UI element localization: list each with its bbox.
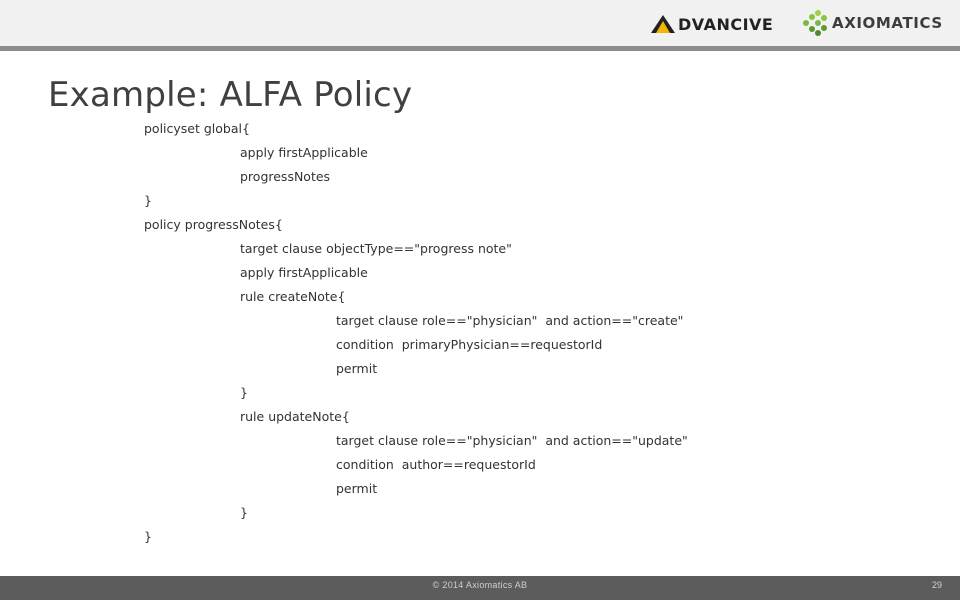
- advancive-wordmark: DVANCIVE: [678, 14, 774, 34]
- code-line: apply firstApplicable: [240, 265, 368, 280]
- code-line: condition author==requestorId: [336, 457, 536, 472]
- code-line: }: [144, 529, 152, 544]
- code-line: rule createNote{: [240, 289, 346, 304]
- code-line: }: [240, 505, 248, 520]
- advancive-logo: [650, 12, 773, 36]
- code-block: [144, 117, 904, 549]
- code-line: apply firstApplicable: [240, 145, 368, 160]
- code-line: policyset global{: [144, 121, 250, 136]
- axiomatics-logo-icon: [800, 9, 828, 37]
- code-line: permit: [336, 361, 378, 376]
- code-line: }: [240, 385, 248, 400]
- code-line: policy progressNotes{: [144, 217, 283, 232]
- footer-copyright: © 2014 Axiomatics AB: [432, 580, 528, 590]
- code-line: condition primaryPhysician==requestorId: [336, 337, 603, 352]
- code-line: }: [144, 193, 152, 208]
- code-line: target clause objectType=="progress note": [240, 241, 512, 256]
- code-line: permit: [336, 481, 378, 496]
- code-line: target clause role=="physician" and action=="update": [336, 433, 688, 448]
- slide-title: Example: ALFA Policy: [48, 75, 413, 115]
- page-number: 29: [931, 580, 942, 590]
- code-line: progressNotes: [240, 169, 331, 184]
- axiomatics-wordmark: AXIOMATICS: [832, 14, 943, 32]
- code-line: target clause role=="physician" and action=="create": [336, 313, 684, 328]
- code-line: rule updateNote{: [240, 409, 350, 424]
- advancive-logo-icon: [650, 14, 676, 34]
- footer-bar: [0, 576, 960, 600]
- header-divider: [0, 46, 960, 51]
- axiomatics-logo: [800, 8, 943, 38]
